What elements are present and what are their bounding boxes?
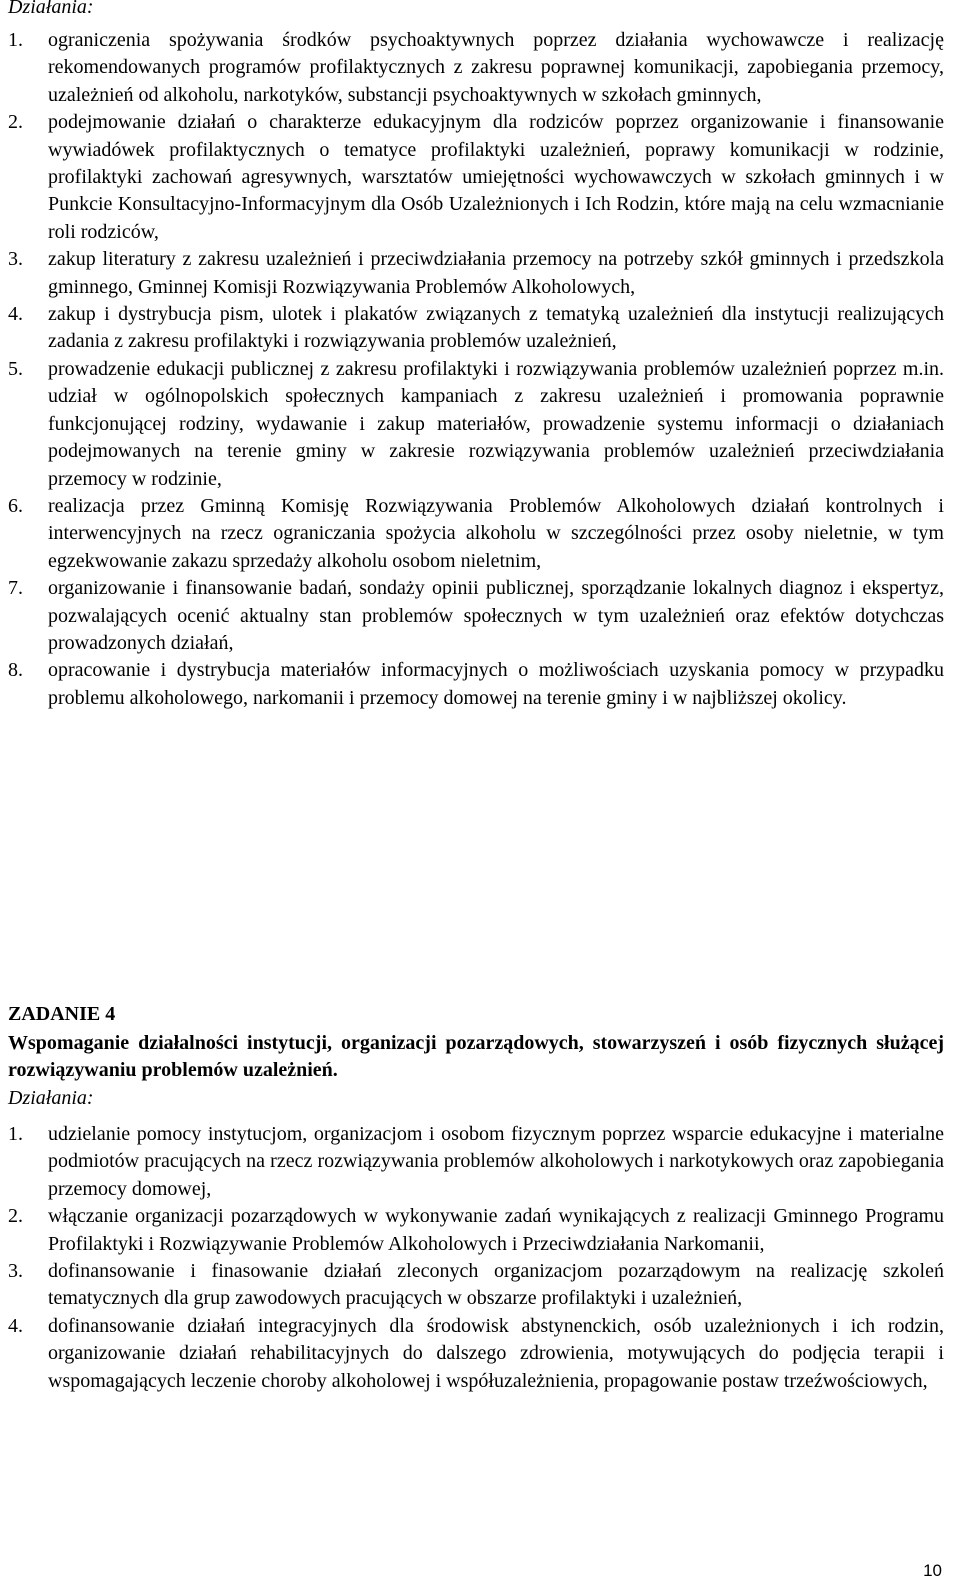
list-item — [8, 1258, 944, 1313]
section-label-actions: Działania: — [8, 0, 94, 18]
list-item — [8, 27, 944, 109]
list-item-number: 5. — [8, 357, 23, 380]
list-item-number: 8. — [8, 659, 23, 682]
list-item-number: 1. — [8, 29, 23, 51]
list-item — [8, 356, 944, 493]
list-item — [8, 1203, 944, 1258]
list-item — [8, 657, 944, 712]
list-item-number: 3. — [8, 248, 23, 271]
actions-list-task4 — [8, 1121, 944, 1395]
list-item-number: 4. — [8, 1314, 23, 1337]
list-item-number: 6. — [8, 494, 23, 517]
list-item-number: 3. — [8, 1260, 23, 1283]
list-item-text: włączanie organizacji pozarządowych w wykonywanie zadań wynikających z realizacji Gminnego Programu Profilaktyki i Rozwiązywanie Problemów Alkoholowych i Przeciwdziałania Narkomanii, — [48, 1205, 944, 1255]
list-item — [8, 301, 944, 356]
list-item-text: prowadzenie edukacji publicznej z zakresu profilaktyki i rozwiązywania problemów uzależnień poprzez m.in. udział w ogólnopolskich społecznych kampaniach z zakresu uzależnień i promowania poprawnie funkcjonującej rodziny, wydawanie i zakup materiałów, prowadzenie systemu informacji o działaniach podejmowanych na terenie gminy w zakresie rozwiązywania problemów uzależnień przeciwdziałania przemocy w rodzinie, — [48, 357, 944, 490]
list-item-number: 1. — [8, 1123, 23, 1145]
list-item — [8, 1313, 944, 1395]
list-item-text: dofinansowanie działań integracyjnych dla środowisk abstynenckich, osób uzależnionych i ich rodzin, organizowanie działań rehabilitacyjnych do dalszego zdrowienia, motywujących do podjęcia terapii i wspomagających leczenie choroby alkoholowej i współuzależnienia, propagowanie postaw trzeźwościowych, — [48, 1314, 944, 1392]
list-item — [8, 1121, 944, 1203]
actions-list-task3 — [8, 27, 944, 712]
list-item-text: realizacja przez Gminną Komisję Rozwiązywania Problemów Alkoholowych działań kontrolnych i interwencyjnych na rzecz ograniczania spożycia alkoholu w szczególności przez osoby nieletnie, w tym egzekwowanie zakazu sprzedaży alkoholu osobom nieletnim, — [48, 494, 944, 572]
section-label-actions-task4: Działania: — [8, 1087, 94, 1109]
list-item-text: opracowanie i dystrybucja materiałów informacyjnych o możliwościach uzyskania pomocy w przypadku problemu alkoholowego, narkomanii i przemocy domowej na terenie gminy i w najbliższej okolicy. — [48, 659, 944, 709]
list-item-text: organizowanie i finansowanie badań, sondaży opinii publicznej, sporządzanie lokalnych diagnoz i ekspertyz, pozwalających ocenić aktualny stan problemów społecznych w tym uzależnień oraz efektów dotychczas prowadzonych działań, — [48, 577, 944, 654]
list-item-text: zakup literatury z zakresu uzależnień i przeciwdziałania przemocy na potrzeby szkół gminnych i przedszkola gminnego, Gminnej Komisji Rozwiązywania Problemów Alkoholowych, — [48, 248, 944, 298]
page-number: 10 — [923, 1561, 942, 1580]
list-item-number: 7. — [8, 577, 23, 600]
list-item — [8, 575, 944, 657]
list-item-text: dofinansowanie i finasowanie działań zleconych organizacjom pozarządowym na realizację szkoleń tematycznych dla grup zawodowych pracujących w obszarze profilaktyki i uzależnień, — [48, 1260, 944, 1310]
list-item-text: ograniczenia spożywania środków psychoaktywnych poprzez działania wychowawcze i realizację rekomendowanych programów profilaktycznych z zakresu poprawnej komunikacji, zapobiegania przemocy, uzależnień od alkoholu, narkotyków, substancji psychoaktywnych w szkołach gminnych, — [48, 29, 944, 106]
task-heading: ZADANIE 4 — [8, 1003, 116, 1025]
list-item-text: zakup i dystrybucja pism, ulotek i plakatów związanych z tematyką uzależnień dla instytucji realizujących zadania z zakresu profilaktyki i rozwiązywania problemów uzależnień, — [48, 303, 944, 353]
list-item — [8, 246, 944, 301]
list-item-number: 2. — [8, 1205, 23, 1228]
task-title: Wspomaganie działalności instytucji, organizacji pozarządowych, stowarzyszeń i osób fizycznych służącej rozwiązywaniu problemów uzależnień. — [8, 1032, 944, 1081]
list-item — [8, 109, 944, 246]
list-item-text: podejmowanie działań o charakterze edukacyjnym dla rodziców poprzez organizowanie i finansowanie wywiadówek profilaktycznych o tematyce profilaktyki uzależnień, poprawy komunikacji w rodzinie, profilaktyki zachowań agresywnych, warsztatów umiejętności wychowawczych w szkołach gminnych i w Punkcie Konsultacyjno-Informacyjnym dla Osób Uzależnionych i Ich Rodzin, które mają na celu wzmacnianie roli rodziców, — [48, 111, 944, 243]
list-item-number: 4. — [8, 303, 23, 326]
list-item — [8, 493, 944, 575]
list-item-text: udzielanie pomocy instytucjom, organizacjom i osobom fizycznym poprzez wsparcie edukacyjne i materialne podmiotów pracujących na rzecz rozwiązywania problemów alkoholowych i narkotykowych oraz zapobiegania przemocy domowej, — [48, 1123, 944, 1200]
list-item-number: 2. — [8, 111, 23, 134]
